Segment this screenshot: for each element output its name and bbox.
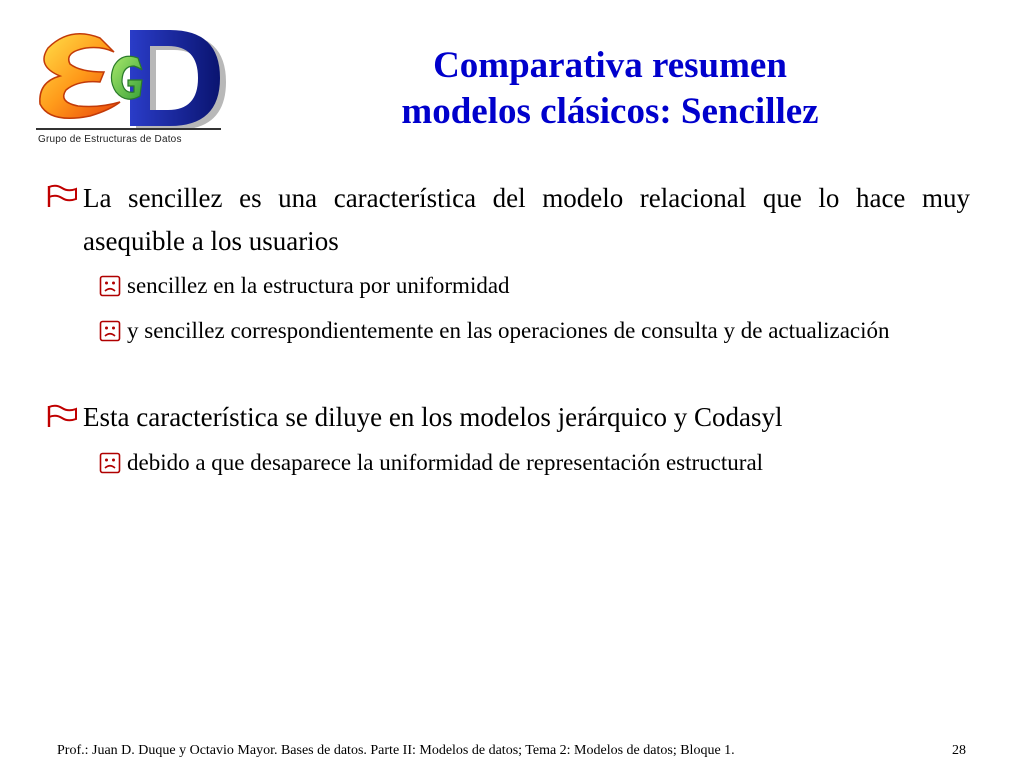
sub-bullet-text-1-2: y sencillez correspondientemente en las operaciones de consulta y de actualización — [127, 318, 890, 343]
slide-title — [300, 43, 920, 135]
frown-face-icon — [99, 320, 121, 342]
bullet-text-1: La sencillez es una característica del modelo relacional que lo hace muy asequible a los usuarios — [83, 183, 970, 256]
page-number: 28 — [952, 743, 966, 758]
sub-bullet-text-2-1: debido a que desaparece la uniformidad de representación estructural — [127, 450, 764, 475]
bullet-text-2: Esta característica se diluye en los modelos jerárquico y Codasyl — [83, 402, 783, 432]
logo — [30, 18, 230, 153]
frown-face-icon — [99, 275, 121, 297]
sub-bullet-text-1-1: sencillez en la estructura por uniformidad — [127, 273, 510, 298]
title-line-2: modelos clásicos: Sencillez — [401, 91, 819, 132]
logo-caption: Grupo de Estructuras de Datos — [38, 134, 182, 145]
footer-text: Prof.: Juan D. Duque y Octavio Mayor. Bases de datos. Parte II: Modelos de datos; Tema 2: Modelos de datos; Bloque 1. — [57, 743, 735, 758]
footer — [57, 743, 977, 763]
title-line-1: Comparativa resumen — [433, 45, 787, 86]
logo-graphic-icon — [30, 18, 230, 133]
flag-icon — [46, 404, 80, 428]
flag-icon — [46, 184, 80, 208]
frown-face-icon — [99, 452, 121, 474]
